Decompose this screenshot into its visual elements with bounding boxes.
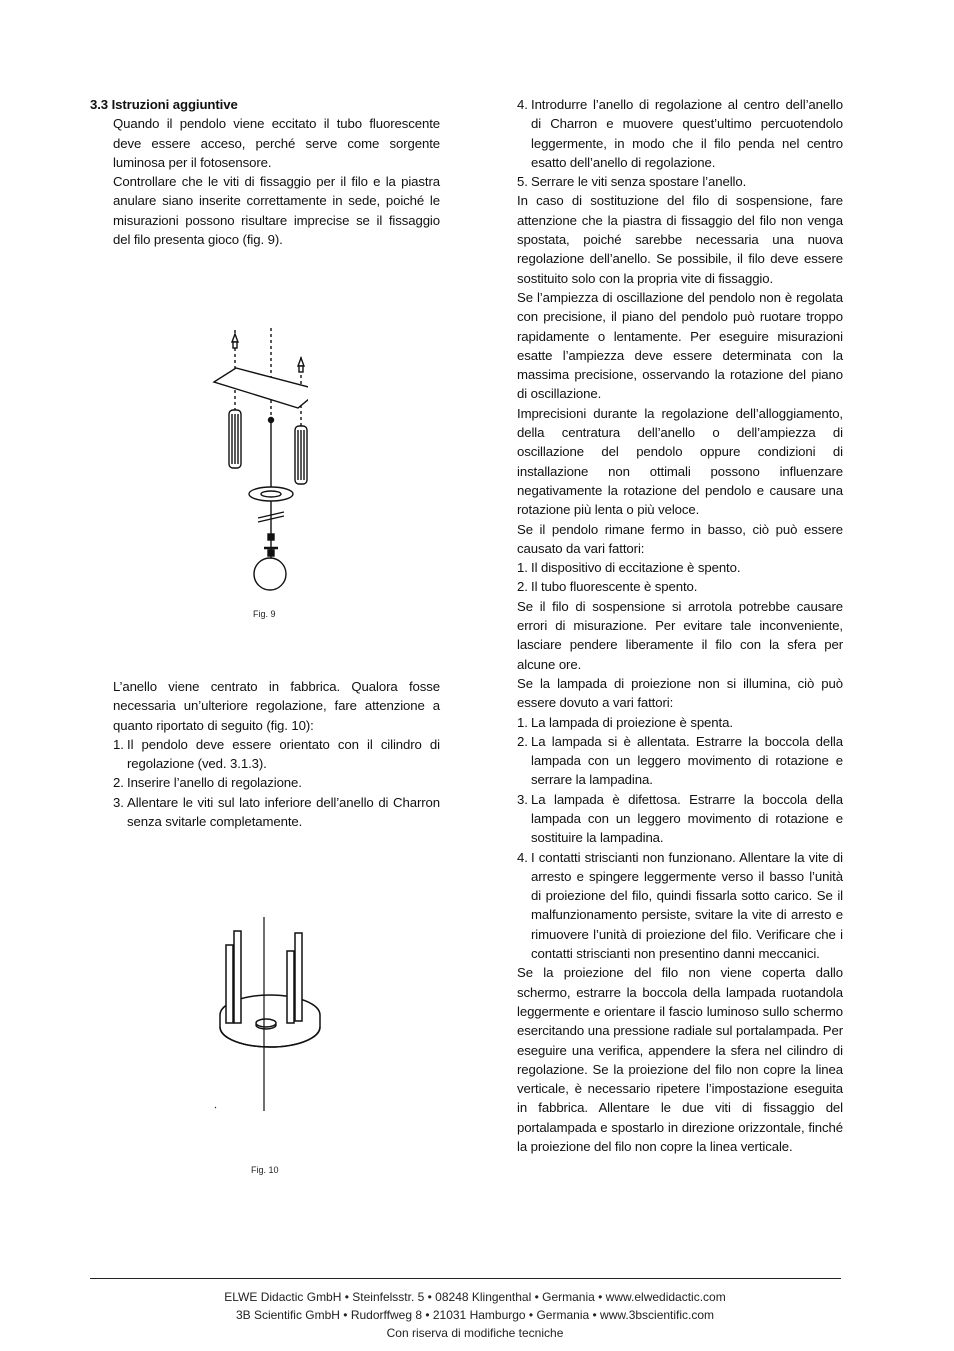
footer-line-disclaimer: Con riserva di modifiche tecniche (386, 1326, 564, 1340)
left-column-lower (90, 677, 440, 831)
footer (90, 1288, 860, 1342)
list-text: Introdurre l’anello di regolazione al centro dell’anello di Charron e muovere quest’ultimo percuotendolo leggermente, in modo che il filo penda nel centro esatto dell’anello di regolazione. (531, 97, 843, 170)
section-heading: 3.3 Istruzioni aggiuntive (90, 97, 238, 112)
figure-10-charron-ring-diagram (210, 915, 330, 1115)
list-number: 2. (517, 579, 528, 595)
list-number: 1. (517, 560, 528, 576)
list-text: La lampada è difettosa. Estrarre la boccola della lampada con un leggero movimento di rotazione e sostituire la lampadina. (531, 791, 843, 846)
list-number: 1. (517, 714, 528, 730)
list-item (517, 577, 843, 596)
list-number: 1. (113, 736, 124, 752)
list-text: La lampada di proiezione è spenta. (531, 714, 733, 730)
list-number: 2. (517, 733, 528, 749)
left-column (90, 95, 440, 249)
adjustment-steps-list (90, 735, 440, 831)
list-number: 3. (517, 791, 528, 807)
list-item (517, 172, 843, 191)
paragraph-lamp-not-lit: Se la lampada di proiezione non si illumina, ciò può essere dovuto a vari fattori: (517, 675, 843, 711)
paragraph-ring-centering: L’anello viene centrato in fabbrica. Qualora fosse necessaria un’ulteriore regolazione, fare attenzione a quanto riportato di seguito (fig. 10): (113, 679, 440, 733)
adjustment-steps-continued (517, 95, 843, 191)
list-number: 2. (113, 775, 124, 791)
footer-line-elwe: ELWE Didactic GmbH • Steinfelsstr. 5 • 08248 Klingenthal • Germania • www.elwedidactic.com (224, 1290, 726, 1304)
right-column (517, 95, 843, 1156)
list-item (517, 732, 843, 790)
footer-divider (90, 1278, 841, 1279)
stopped-causes-list (517, 558, 843, 597)
list-text: Allentare le viti sul lato inferiore dell’anello di Charron senza svitarle completamente. (127, 794, 440, 830)
list-text: La lampada si è allentata. Estrarre la boccola della lampada con un leggero movimento di rotazione e serrare la lampadina. (531, 733, 843, 788)
list-item (517, 713, 843, 732)
list-number: 4. (517, 849, 528, 865)
list-number: 5. (517, 174, 528, 190)
figure-9-caption: Fig. 9 (253, 609, 276, 619)
lamp-causes-list (517, 713, 843, 964)
list-item (113, 773, 440, 792)
figure-9-pendulum-diagram (198, 322, 308, 597)
list-item (517, 558, 843, 577)
footer-line-3b: 3B Scientific GmbH • Rudorffweg 8 • 21031 Hamburgo • Germania • www.3bscientific.com (235, 1308, 715, 1322)
figure-10-caption: Fig. 10 (251, 1165, 279, 1175)
paragraph-fixing-screws: Controllare che le viti di fissaggio per il filo e la piastra anulare siano inserite correttamente in sede, poiché le misurazioni possono risultare imprecise se il fissaggio del filo presenta gioco (fig. 9). (113, 174, 440, 248)
list-item (517, 790, 843, 848)
list-text: Il pendolo deve essere orientato con il cilindro di regolazione (ved. 3.1.3). (127, 736, 440, 772)
list-item (517, 95, 843, 172)
paragraph-amplitude: Se l’ampiezza di oscillazione del pendolo non è regolata con precisione, il piano del pendolo può ruotare troppo rapidamente o lentamente. Per eseguire misurazioni esatte l’ampiezza deve essere determinata con la massima precisione, osservando la rotazione del piano di oscillazione. (517, 289, 843, 402)
list-item (517, 848, 843, 964)
paragraph-projection-alignment: Se la proiezione del filo non viene coperta dallo schermo, estrarre la boccola della lampada ruotandola leggermente e orientare il fascio luminoso sullo schermo esercitando una pressione radiale sul portalampada. Per eseguire una verifica, appendere la sfera nel cilindro di regolazione. Se la proiezione del filo non copre la linea verticale, è necessario ripetere l’impostazione eseguita in fabbrica. Allentare le due viti di fissaggio del portalampada e spostarlo in direzione orizzontale, finché la proiezione del filo non copre la linea verticale. (517, 965, 843, 1155)
list-item (113, 735, 440, 774)
paragraph-imprecisions: Imprecisioni durante la regolazione dell’alloggiamento, della centratura dell’anello o dell’ampiezza di oscillazione del pendolo oppure condizioni di installazione non ottimali possono influenzare negativamente la rotazione del pendolo e causare una rotazione più lenta o più veloce. (517, 405, 843, 518)
list-text: Inserire l’anello di regolazione. (127, 775, 302, 791)
paragraph-pendulum-stopped: Se il pendolo rimane fermo in basso, ciò può essere causato da vari fattori: (517, 521, 843, 556)
list-number: 4. (517, 97, 528, 112)
list-text: I contatti striscianti non funzionano. Allentare la vite di arresto e spingere leggermente verso il basso l’unità di proiezione del filo, quindi fissarla sotto carico. Se il malfunzionamento persiste, svitare la vite di arresto e rimuovere l’unità di proiezione del filo. Verificare che i contatti striscianti non presentino danni meccanici. (531, 849, 843, 962)
paragraph-wire-replacement: In caso di sostituzione del filo di sospensione, fare attenzione che la piastra di fissaggio del filo non venga spostata, poiché sarebbe necessaria una nuova regolazione dell’anello. Se possibile, il filo deve essere sostituito solo con la propria vite di fissaggio. (517, 193, 843, 286)
paragraph-fluorescent-tube: Quando il pendolo viene eccitato il tubo fluorescente deve essere acceso, perché serve come sorgente luminosa per il fotosensore. (113, 116, 440, 170)
list-text: Serrare le viti senza spostare l’anello. (531, 174, 747, 190)
list-text: Il tubo fluorescente è spento. (531, 579, 698, 595)
list-text: Il dispositivo di eccitazione è spento. (531, 560, 741, 576)
list-number: 3. (113, 794, 124, 810)
paragraph-wire-twisting: Se il filo di sospensione si arrotola potrebbe causare errori di misurazione. Per evitare tale inconveniente, lasciare pendere liberamente il filo con la sfera per alcune ore. (517, 598, 843, 672)
list-item (113, 793, 440, 832)
